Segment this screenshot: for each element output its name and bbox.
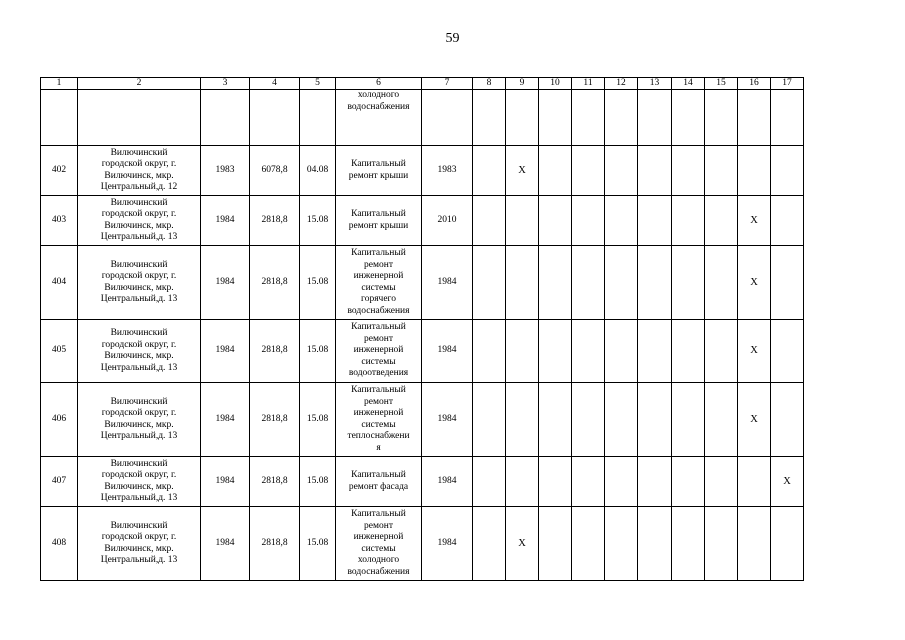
cell-year: 1984 (201, 246, 250, 320)
cell-date: 04.08 (300, 146, 336, 196)
cell-mark (605, 246, 638, 320)
cell-year: 1984 (201, 196, 250, 246)
cell-date: 15.08 (300, 246, 336, 320)
column-header: 13 (638, 78, 672, 90)
cell-year2: 1984 (422, 320, 473, 383)
cell-mark (473, 457, 506, 507)
cell-mark (738, 457, 771, 507)
cell-address: Вилючинский городской округ, г. Вилючинск, мкр. Центральный,д. 13 (78, 320, 201, 383)
table-row (41, 320, 804, 383)
cell-mark (506, 457, 539, 507)
table-row (41, 146, 804, 196)
cell-area: 2818,8 (250, 246, 300, 320)
column-header: 15 (705, 78, 738, 90)
cell-address: Вилючинский городской округ, г. Вилючинск, мкр. Центральный,д. 13 (78, 457, 201, 507)
cell-num: 407 (41, 457, 78, 507)
cell-mark (705, 507, 738, 581)
cell-mark (771, 383, 804, 457)
cell-mark (605, 457, 638, 507)
cell-area: 2818,8 (250, 457, 300, 507)
cell-mark (605, 146, 638, 196)
page-number: 59 (445, 31, 460, 46)
cell-address: Вилючинский городской округ, г. Вилючинск, мкр. Центральный,д. 13 (78, 246, 201, 320)
cell-date: 15.08 (300, 457, 336, 507)
cell-num: 404 (41, 246, 78, 320)
cell-mark (572, 457, 605, 507)
cell-mark (705, 196, 738, 246)
cell-work-type: Капитальный ремонт инженерной системы холодного водоснабжения (336, 507, 422, 581)
cell-num: 402 (41, 146, 78, 196)
cell-work-type: Капитальный ремонт крыши (336, 146, 422, 196)
column-header: 7 (422, 78, 473, 90)
cell-year: 1984 (201, 507, 250, 581)
cell-mark (539, 457, 572, 507)
cell-area: 2818,8 (250, 383, 300, 457)
cell-mark (605, 507, 638, 581)
cell-mark (771, 246, 804, 320)
cell-mark (705, 246, 738, 320)
cell-mark: X (738, 383, 771, 457)
cell-year2: 1984 (422, 507, 473, 581)
table-row (41, 507, 804, 581)
cell-mark (705, 457, 738, 507)
cell-mark (473, 90, 506, 146)
cell-mark (638, 507, 672, 581)
cell-mark: X (738, 320, 771, 383)
cell-work-type: Капитальный ремонт инженерной системы теплоснабжени я (336, 383, 422, 457)
cell-year2 (422, 90, 473, 146)
cell-mark (705, 146, 738, 196)
repair-schedule-table (40, 77, 804, 581)
cell-area: 2818,8 (250, 507, 300, 581)
cell-mark (672, 383, 705, 457)
cell-year: 1984 (201, 320, 250, 383)
cell-mark (771, 320, 804, 383)
column-header: 14 (672, 78, 705, 90)
column-header: 4 (250, 78, 300, 90)
cell-mark (638, 246, 672, 320)
cell-num: 405 (41, 320, 78, 383)
cell-year: 1983 (201, 146, 250, 196)
cell-year2: 1983 (422, 146, 473, 196)
cell-mark (473, 146, 506, 196)
column-header: 10 (539, 78, 572, 90)
cell-work-type: Капитальный ремонт крыши (336, 196, 422, 246)
cell-address: Вилючинский городской округ, г. Вилючинск, мкр. Центральный,д. 13 (78, 383, 201, 457)
cell-mark (705, 90, 738, 146)
cell-mark (771, 90, 804, 146)
cell-mark: X (738, 246, 771, 320)
cell-mark (672, 90, 705, 146)
cell-mark (705, 320, 738, 383)
column-header: 16 (738, 78, 771, 90)
cell-area: 2818,8 (250, 196, 300, 246)
cell-year: 1984 (201, 383, 250, 457)
table-row (41, 457, 804, 507)
cell-mark (473, 507, 506, 581)
cell-date (300, 90, 336, 146)
cell-area: 2818,8 (250, 320, 300, 383)
table-row (41, 196, 804, 246)
column-header: 6 (336, 78, 422, 90)
table-row (41, 246, 804, 320)
cell-mark (539, 507, 572, 581)
cell-address: Вилючинский городской округ, г. Вилючинск, мкр. Центральный,д. 13 (78, 507, 201, 581)
cell-mark (572, 320, 605, 383)
cell-year2: 2010 (422, 196, 473, 246)
cell-mark (605, 196, 638, 246)
cell-address (78, 90, 201, 146)
column-header: 12 (605, 78, 638, 90)
cell-year: 1984 (201, 457, 250, 507)
cell-mark (572, 146, 605, 196)
cell-year2: 1984 (422, 383, 473, 457)
cell-mark (506, 320, 539, 383)
continuation-row (41, 90, 804, 146)
cell-year (201, 90, 250, 146)
cell-mark (572, 383, 605, 457)
cell-date: 15.08 (300, 196, 336, 246)
cell-mark (572, 246, 605, 320)
cell-work-type: Капитальный ремонт инженерной системы горячего водоснабжения (336, 246, 422, 320)
column-header: 8 (473, 78, 506, 90)
cell-mark (638, 320, 672, 383)
cell-mark (672, 246, 705, 320)
cell-mark (738, 507, 771, 581)
cell-date: 15.08 (300, 507, 336, 581)
cell-address: Вилючинский городской округ, г. Вилючинск, мкр. Центральный,д. 12 (78, 146, 201, 196)
cell-mark (473, 196, 506, 246)
cell-mark (672, 457, 705, 507)
table-row (41, 383, 804, 457)
cell-date: 15.08 (300, 320, 336, 383)
cell-mark (638, 383, 672, 457)
column-header: 11 (572, 78, 605, 90)
cell-mark (539, 196, 572, 246)
cell-mark (506, 196, 539, 246)
cell-mark (473, 320, 506, 383)
cell-mark (539, 146, 572, 196)
cell-mark (572, 196, 605, 246)
cell-mark (539, 383, 572, 457)
cell-mark (638, 457, 672, 507)
cell-mark (506, 90, 539, 146)
cell-work-type: холодного водоснабжения (336, 90, 422, 146)
column-header: 17 (771, 78, 804, 90)
cell-mark (473, 246, 506, 320)
cell-num: 408 (41, 507, 78, 581)
cell-mark (539, 90, 572, 146)
cell-mark (738, 146, 771, 196)
column-header: 9 (506, 78, 539, 90)
cell-mark: X (506, 146, 539, 196)
cell-mark (638, 196, 672, 246)
cell-mark (771, 507, 804, 581)
column-header: 2 (78, 78, 201, 90)
cell-mark: X (738, 196, 771, 246)
cell-mark: X (506, 507, 539, 581)
cell-mark (638, 90, 672, 146)
cell-year2: 1984 (422, 246, 473, 320)
cell-mark (672, 507, 705, 581)
cell-mark (605, 383, 638, 457)
column-header: 1 (41, 78, 78, 90)
cell-area: 6078,8 (250, 146, 300, 196)
cell-mark (672, 146, 705, 196)
cell-mark (539, 246, 572, 320)
cell-mark (672, 320, 705, 383)
cell-mark: X (771, 457, 804, 507)
cell-mark (572, 507, 605, 581)
cell-mark (605, 320, 638, 383)
cell-date: 15.08 (300, 383, 336, 457)
cell-address: Вилючинский городской округ, г. Вилючинск, мкр. Центральный,д. 13 (78, 196, 201, 246)
cell-num (41, 90, 78, 146)
cell-num: 403 (41, 196, 78, 246)
cell-mark (771, 196, 804, 246)
column-header: 3 (201, 78, 250, 90)
cell-mark (473, 383, 506, 457)
cell-work-type: Капитальный ремонт фасада (336, 457, 422, 507)
column-number-row (41, 78, 804, 90)
cell-mark (506, 246, 539, 320)
cell-mark (705, 383, 738, 457)
column-header: 5 (300, 78, 336, 90)
cell-mark (605, 90, 638, 146)
cell-mark (638, 146, 672, 196)
cell-mark (572, 90, 605, 146)
cell-mark (506, 383, 539, 457)
cell-mark (672, 196, 705, 246)
cell-work-type: Капитальный ремонт инженерной системы водоотведения (336, 320, 422, 383)
cell-mark (539, 320, 572, 383)
cell-area (250, 90, 300, 146)
cell-mark (771, 146, 804, 196)
cell-num: 406 (41, 383, 78, 457)
cell-mark (738, 90, 771, 146)
cell-year2: 1984 (422, 457, 473, 507)
